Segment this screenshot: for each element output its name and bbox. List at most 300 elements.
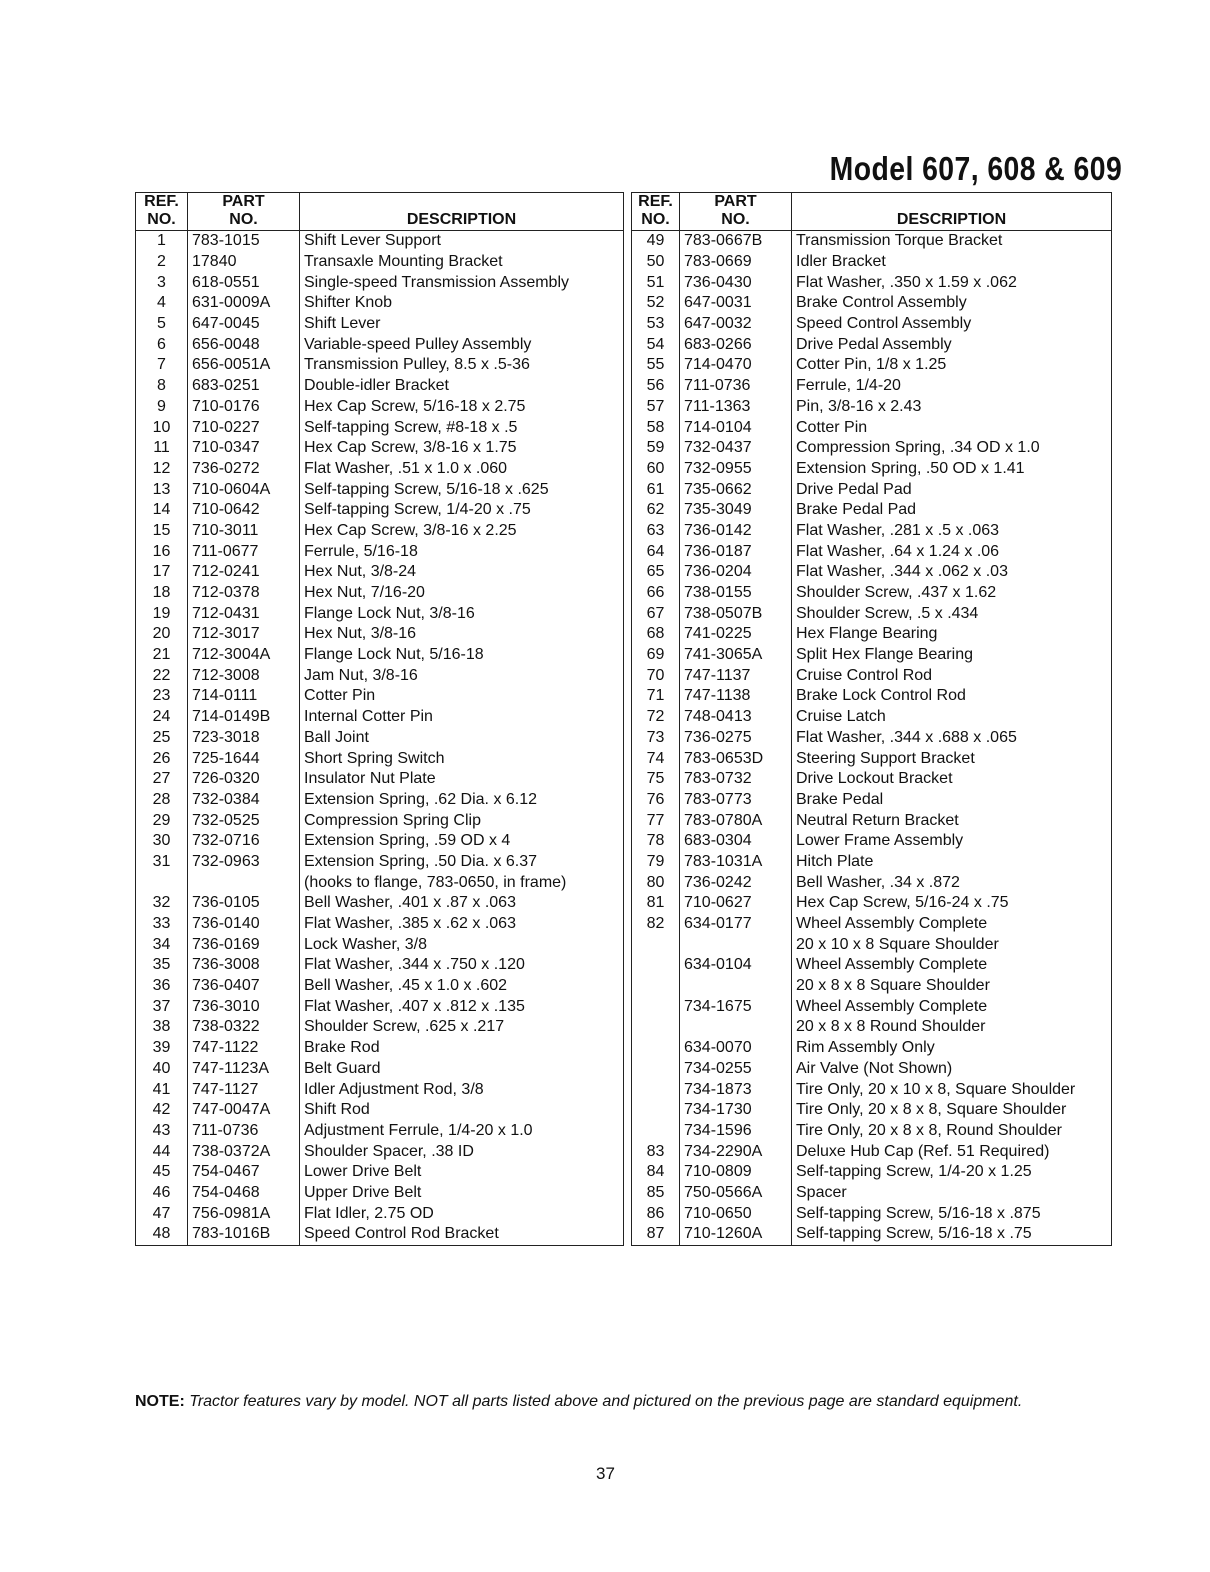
part-no-cell: 741-3065A	[680, 645, 792, 666]
table-row	[136, 272, 624, 293]
part-no-cell: 734-1730	[680, 1100, 792, 1121]
table-row	[632, 810, 1112, 831]
description-cell: Pin, 3/8-16 x 2.43	[792, 397, 1112, 418]
ref-no-cell	[632, 1038, 680, 1059]
description-cell: Hex Cap Screw, 3/8-16 x 1.75	[300, 438, 624, 459]
table-row	[136, 1162, 624, 1183]
ref-no-cell: 60	[632, 459, 680, 480]
part-no-cell: 747-1138	[680, 686, 792, 707]
description-cell: Extension Spring, .50 OD x 1.41	[792, 459, 1112, 480]
description-cell: Transmission Torque Bracket	[792, 231, 1112, 252]
ref-no-cell: 71	[632, 686, 680, 707]
table-row	[632, 1141, 1112, 1162]
table-row	[632, 707, 1112, 728]
part-no-cell: 736-0430	[680, 272, 792, 293]
description-cell: Deluxe Hub Cap (Ref. 51 Required)	[792, 1141, 1112, 1162]
ref-no-cell: 74	[632, 748, 680, 769]
table-row	[136, 914, 624, 935]
part-no-cell: 756-0981A	[188, 1203, 300, 1224]
table-row	[136, 479, 624, 500]
table-row	[136, 686, 624, 707]
description-cell: Wheel Assembly Complete	[792, 955, 1112, 976]
description-cell: Extension Spring, .50 Dia. x 6.37	[300, 852, 624, 873]
ref-no-cell: 41	[136, 1079, 188, 1100]
part-no-cell: 711-0736	[188, 1121, 300, 1142]
table-row	[632, 831, 1112, 852]
table-row	[632, 293, 1112, 314]
description-cell: Brake Lock Control Rod	[792, 686, 1112, 707]
ref-no-cell: 80	[632, 872, 680, 893]
table-row	[632, 541, 1112, 562]
table-row	[632, 252, 1112, 273]
table-row	[136, 1038, 624, 1059]
description-cell: Flat Washer, .344 x .062 x .03	[792, 562, 1112, 583]
table-row	[136, 521, 624, 542]
table-row	[632, 686, 1112, 707]
part-no-cell: 734-0255	[680, 1059, 792, 1080]
ref-no-cell: 31	[136, 852, 188, 873]
table-row	[136, 831, 624, 852]
table-row	[632, 438, 1112, 459]
ref-no-cell	[632, 1059, 680, 1080]
ref-no-cell: 57	[632, 397, 680, 418]
description-cell: Self-tapping Screw, 5/16-18 x .625	[300, 479, 624, 500]
part-no-cell: 714-0149B	[188, 707, 300, 728]
description-cell: Transmission Pulley, 8.5 x .5-36	[300, 355, 624, 376]
ref-no-cell	[632, 955, 680, 976]
part-no-cell: 714-0111	[188, 686, 300, 707]
table-row	[632, 314, 1112, 335]
part-no-cell: 783-0780A	[680, 810, 792, 831]
description-cell: Flat Washer, .385 x .62 x .063	[300, 914, 624, 935]
description-header: DESCRIPTION	[792, 193, 1112, 231]
part-no-cell: 634-0070	[680, 1038, 792, 1059]
ref-no-cell	[632, 1121, 680, 1142]
part-no-cell: 647-0031	[680, 293, 792, 314]
table-row	[136, 1121, 624, 1142]
table-row	[632, 624, 1112, 645]
page-number: 37	[596, 1464, 615, 1483]
part-no-cell: 712-3017	[188, 624, 300, 645]
part-no-cell: 738-0507B	[680, 603, 792, 624]
description-cell: Brake Pedal	[792, 790, 1112, 811]
description-cell: Shoulder Screw, .625 x .217	[300, 1017, 624, 1038]
ref-no-cell: 30	[136, 831, 188, 852]
table-row	[136, 293, 624, 314]
table-row	[136, 996, 624, 1017]
ref-no-cell: 29	[136, 810, 188, 831]
table-row	[136, 955, 624, 976]
description-cell: (hooks to flange, 783-0650, in frame)	[300, 872, 624, 893]
ref-no-cell: 64	[632, 541, 680, 562]
ref-no-cell: 67	[632, 603, 680, 624]
ref-no-cell: 6	[136, 334, 188, 355]
description-cell: Self-tapping Screw, #8-18 x .5	[300, 417, 624, 438]
ref-no-cell: 81	[632, 893, 680, 914]
description-cell: Shift Rod	[300, 1100, 624, 1121]
description-cell: Upper Drive Belt	[300, 1183, 624, 1204]
table-row	[632, 1121, 1112, 1142]
table-row	[136, 541, 624, 562]
part-no-header: PART NO.	[188, 193, 300, 231]
table-row	[632, 872, 1112, 893]
part-no-cell: 17840	[188, 252, 300, 273]
description-cell: Lock Washer, 3/8	[300, 934, 624, 955]
description-cell: Extension Spring, .59 OD x 4	[300, 831, 624, 852]
table-row	[136, 645, 624, 666]
ref-no-cell: 11	[136, 438, 188, 459]
ref-no-cell	[632, 996, 680, 1017]
part-no-cell: 634-0177	[680, 914, 792, 935]
table-row	[632, 272, 1112, 293]
description-cell: Rim Assembly Only	[792, 1038, 1112, 1059]
note-text: Tractor features vary by model. NOT all parts listed above and pictured on the previous page are standard equipment.	[189, 1393, 1023, 1410]
part-no-cell: 725-1644	[188, 748, 300, 769]
ref-no-cell	[136, 872, 188, 893]
table-row	[136, 1224, 624, 1245]
table-row	[632, 417, 1112, 438]
part-no-cell: 710-0642	[188, 500, 300, 521]
ref-no-cell: 77	[632, 810, 680, 831]
description-cell: Shift Lever	[300, 314, 624, 335]
ref-no-cell: 78	[632, 831, 680, 852]
table-row	[136, 976, 624, 997]
ref-no-cell: 56	[632, 376, 680, 397]
part-no-cell: 714-0470	[680, 355, 792, 376]
description-cell: Ball Joint	[300, 728, 624, 749]
description-cell: Flat Washer, .407 x .812 x .135	[300, 996, 624, 1017]
table-row	[632, 1203, 1112, 1224]
part-no-cell: 736-0242	[680, 872, 792, 893]
table-row	[632, 769, 1112, 790]
table-row	[632, 1017, 1112, 1038]
ref-no-cell: 10	[136, 417, 188, 438]
table-row	[632, 231, 1112, 252]
part-no-cell: 748-0413	[680, 707, 792, 728]
part-no-cell: 710-0627	[680, 893, 792, 914]
description-cell: Transaxle Mounting Bracket	[300, 252, 624, 273]
table-row	[136, 1203, 624, 1224]
part-no-cell: 634-0104	[680, 955, 792, 976]
description-cell: Cotter Pin, 1/8 x 1.25	[792, 355, 1112, 376]
description-cell: Brake Rod	[300, 1038, 624, 1059]
table-row	[136, 314, 624, 335]
description-cell: Cotter Pin	[792, 417, 1112, 438]
description-cell: Brake Control Assembly	[792, 293, 1112, 314]
table-row	[136, 852, 624, 873]
part-no-cell: 783-1016B	[188, 1224, 300, 1245]
ref-no-cell: 13	[136, 479, 188, 500]
description-cell: Compression Spring Clip	[300, 810, 624, 831]
table-row	[632, 665, 1112, 686]
table-row	[632, 1100, 1112, 1121]
part-no-cell: 736-0140	[188, 914, 300, 935]
table-row	[136, 728, 624, 749]
table-row	[136, 1100, 624, 1121]
part-no-cell: 710-3011	[188, 521, 300, 542]
part-no-cell: 710-0809	[680, 1162, 792, 1183]
table-row	[136, 769, 624, 790]
part-no-cell: 747-1123A	[188, 1059, 300, 1080]
ref-no-cell: 85	[632, 1183, 680, 1204]
description-cell: Neutral Return Bracket	[792, 810, 1112, 831]
parts-table-right	[631, 192, 1112, 1246]
description-cell: Shoulder Screw, .437 x 1.62	[792, 583, 1112, 604]
ref-no-cell: 1	[136, 231, 188, 252]
table-row	[136, 603, 624, 624]
ref-no-cell: 68	[632, 624, 680, 645]
table-row	[136, 459, 624, 480]
description-cell: Lower Frame Assembly	[792, 831, 1112, 852]
part-no-cell: 747-1137	[680, 665, 792, 686]
part-no-cell: 732-0384	[188, 790, 300, 811]
ref-no-cell: 38	[136, 1017, 188, 1038]
ref-no-cell: 21	[136, 645, 188, 666]
ref-no-cell: 53	[632, 314, 680, 335]
table-row	[632, 459, 1112, 480]
description-cell: Compression Spring, .34 OD x 1.0	[792, 438, 1112, 459]
ref-no-cell: 33	[136, 914, 188, 935]
ref-no-cell: 34	[136, 934, 188, 955]
part-no-cell: 711-0736	[680, 376, 792, 397]
description-cell: Tire Only, 20 x 10 x 8, Square Shoulder	[792, 1079, 1112, 1100]
ref-no-cell: 84	[632, 1162, 680, 1183]
table-row	[632, 1079, 1112, 1100]
ref-no-cell: 83	[632, 1141, 680, 1162]
ref-no-cell	[632, 976, 680, 997]
part-no-cell: 735-3049	[680, 500, 792, 521]
table-row	[136, 872, 624, 893]
part-no-cell: 783-1015	[188, 231, 300, 252]
table-row	[632, 934, 1112, 955]
description-cell: Idler Adjustment Rod, 3/8	[300, 1079, 624, 1100]
part-no-cell: 738-0155	[680, 583, 792, 604]
description-cell: Bell Washer, .45 x 1.0 x .602	[300, 976, 624, 997]
table-row	[632, 521, 1112, 542]
ref-no-header: REF. NO.	[136, 193, 188, 231]
table-row	[632, 583, 1112, 604]
ref-no-cell: 52	[632, 293, 680, 314]
description-cell: Wheel Assembly Complete	[792, 914, 1112, 935]
part-no-cell: 618-0551	[188, 272, 300, 293]
description-cell: Belt Guard	[300, 1059, 624, 1080]
description-cell: Drive Pedal Assembly	[792, 334, 1112, 355]
ref-no-cell	[632, 1100, 680, 1121]
part-no-cell: 754-0468	[188, 1183, 300, 1204]
part-no-cell: 723-3018	[188, 728, 300, 749]
part-no-cell: 736-3008	[188, 955, 300, 976]
part-no-cell: 712-3008	[188, 665, 300, 686]
footnote	[135, 1393, 1022, 1411]
ref-no-cell: 82	[632, 914, 680, 935]
table-row	[136, 417, 624, 438]
ref-no-cell: 32	[136, 893, 188, 914]
table-row	[632, 397, 1112, 418]
description-cell: Cruise Latch	[792, 707, 1112, 728]
description-cell: Cruise Control Rod	[792, 665, 1112, 686]
description-cell: Ferrule, 5/16-18	[300, 541, 624, 562]
table-row	[632, 1038, 1112, 1059]
part-no-cell: 711-1363	[680, 397, 792, 418]
table-row	[136, 893, 624, 914]
table-row	[136, 1141, 624, 1162]
description-cell: Hex Nut, 3/8-16	[300, 624, 624, 645]
part-no-cell: 732-0437	[680, 438, 792, 459]
ref-no-cell: 14	[136, 500, 188, 521]
description-header: DESCRIPTION	[300, 193, 624, 231]
table-row	[136, 231, 624, 252]
table-row	[632, 790, 1112, 811]
description-cell: Cotter Pin	[300, 686, 624, 707]
description-cell: Hex Nut, 3/8-24	[300, 562, 624, 583]
ref-no-cell: 76	[632, 790, 680, 811]
table-row	[136, 438, 624, 459]
description-cell: Hex Nut, 7/16-20	[300, 583, 624, 604]
description-cell: Idler Bracket	[792, 252, 1112, 273]
part-no-cell: 711-0677	[188, 541, 300, 562]
part-no-cell: 647-0045	[188, 314, 300, 335]
part-no-cell: 783-0653D	[680, 748, 792, 769]
description-cell: Insulator Nut Plate	[300, 769, 624, 790]
description-cell: Flat Washer, .350 x 1.59 x .062	[792, 272, 1112, 293]
table-row	[136, 934, 624, 955]
part-no-cell: 683-0304	[680, 831, 792, 852]
ref-no-cell: 61	[632, 479, 680, 500]
part-no-cell: 710-0604A	[188, 479, 300, 500]
ref-no-cell: 26	[136, 748, 188, 769]
part-no-cell	[188, 872, 300, 893]
table-row	[632, 748, 1112, 769]
table-header-row	[632, 193, 1112, 231]
part-no-cell	[680, 1017, 792, 1038]
part-no-cell: 736-0272	[188, 459, 300, 480]
ref-no-cell: 5	[136, 314, 188, 335]
ref-no-cell: 24	[136, 707, 188, 728]
ref-no-cell: 47	[136, 1203, 188, 1224]
ref-no-cell: 23	[136, 686, 188, 707]
table-row	[632, 976, 1112, 997]
description-cell: Hitch Plate	[792, 852, 1112, 873]
ref-no-cell: 54	[632, 334, 680, 355]
table-row	[632, 893, 1112, 914]
description-cell: 20 x 8 x 8 Round Shoulder	[792, 1017, 1112, 1038]
ref-no-cell: 15	[136, 521, 188, 542]
description-cell: Self-tapping Screw, 5/16-18 x .875	[792, 1203, 1112, 1224]
ref-no-cell	[632, 934, 680, 955]
ref-no-cell: 39	[136, 1038, 188, 1059]
ref-no-cell: 45	[136, 1162, 188, 1183]
part-no-cell: 732-0716	[188, 831, 300, 852]
ref-no-cell: 43	[136, 1121, 188, 1142]
part-no-cell: 736-0169	[188, 934, 300, 955]
ref-no-cell: 22	[136, 665, 188, 686]
table-row	[136, 1059, 624, 1080]
ref-no-cell: 59	[632, 438, 680, 459]
description-cell: Adjustment Ferrule, 1/4-20 x 1.0	[300, 1121, 624, 1142]
ref-no-cell: 69	[632, 645, 680, 666]
ref-no-cell: 7	[136, 355, 188, 376]
part-no-cell	[680, 934, 792, 955]
part-no-cell: 736-0407	[188, 976, 300, 997]
description-cell: Shoulder Spacer, .38 ID	[300, 1141, 624, 1162]
table-row	[632, 479, 1112, 500]
table-row	[136, 1017, 624, 1038]
table-row	[632, 955, 1112, 976]
part-no-cell: 736-0204	[680, 562, 792, 583]
ref-no-cell: 17	[136, 562, 188, 583]
part-no-cell: 712-0431	[188, 603, 300, 624]
ref-no-cell: 3	[136, 272, 188, 293]
description-cell: Variable-speed Pulley Assembly	[300, 334, 624, 355]
part-no-cell: 734-2290A	[680, 1141, 792, 1162]
description-cell: Flange Lock Nut, 3/8-16	[300, 603, 624, 624]
ref-no-cell: 75	[632, 769, 680, 790]
ref-no-cell: 72	[632, 707, 680, 728]
ref-no-cell: 55	[632, 355, 680, 376]
ref-no-cell: 19	[136, 603, 188, 624]
ref-no-cell: 62	[632, 500, 680, 521]
table-row	[632, 376, 1112, 397]
part-no-cell: 734-1675	[680, 996, 792, 1017]
table-row	[136, 665, 624, 686]
ref-no-cell: 25	[136, 728, 188, 749]
part-no-cell: 656-0048	[188, 334, 300, 355]
ref-no-cell: 46	[136, 1183, 188, 1204]
part-no-cell: 710-1260A	[680, 1224, 792, 1245]
description-cell: Shoulder Screw, .5 x .434	[792, 603, 1112, 624]
ref-no-cell: 51	[632, 272, 680, 293]
description-cell: Tire Only, 20 x 8 x 8, Square Shoulder	[792, 1100, 1112, 1121]
ref-no-cell: 4	[136, 293, 188, 314]
table-row	[632, 914, 1112, 935]
part-no-cell: 712-0378	[188, 583, 300, 604]
ref-no-cell: 66	[632, 583, 680, 604]
part-no-cell: 736-3010	[188, 996, 300, 1017]
table-row	[632, 852, 1112, 873]
part-no-cell: 783-0773	[680, 790, 792, 811]
part-no-cell: 726-0320	[188, 769, 300, 790]
part-no-cell: 712-3004A	[188, 645, 300, 666]
ref-no-cell: 79	[632, 852, 680, 873]
table-row	[632, 355, 1112, 376]
ref-no-cell: 2	[136, 252, 188, 273]
page-title: Model 607, 608 & 609	[829, 150, 1122, 187]
description-cell: Spacer	[792, 1183, 1112, 1204]
table-row	[136, 707, 624, 728]
table-row	[136, 252, 624, 273]
part-no-cell: 735-0662	[680, 479, 792, 500]
part-no-cell: 631-0009A	[188, 293, 300, 314]
part-no-cell: 783-0669	[680, 252, 792, 273]
description-cell: 20 x 10 x 8 Square Shoulder	[792, 934, 1112, 955]
part-no-cell: 656-0051A	[188, 355, 300, 376]
table-row	[136, 334, 624, 355]
ref-no-cell: 9	[136, 397, 188, 418]
ref-no-cell	[632, 1017, 680, 1038]
description-cell: Hex Cap Screw, 5/16-24 x .75	[792, 893, 1112, 914]
part-no-cell: 683-0251	[188, 376, 300, 397]
ref-no-cell: 37	[136, 996, 188, 1017]
table-row	[136, 624, 624, 645]
table-header-row	[136, 193, 624, 231]
table-row	[136, 1079, 624, 1100]
description-cell: Jam Nut, 3/8-16	[300, 665, 624, 686]
part-no-cell: 732-0963	[188, 852, 300, 873]
description-cell: Flat Washer, .64 x 1.24 x .06	[792, 541, 1112, 562]
ref-no-cell: 35	[136, 955, 188, 976]
ref-no-cell: 49	[632, 231, 680, 252]
table-row	[632, 728, 1112, 749]
